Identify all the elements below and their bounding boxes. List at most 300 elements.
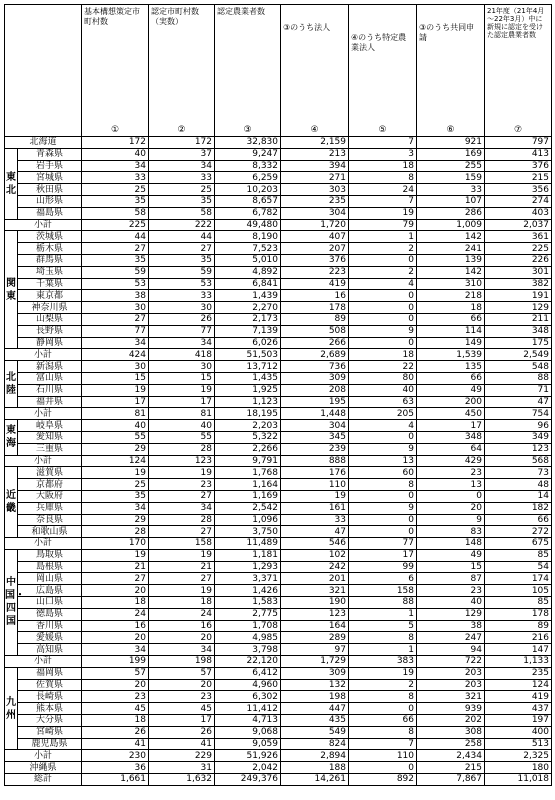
value-cell-col-4: 33 bbox=[281, 514, 349, 526]
value-cell-col-7: 413 bbox=[485, 148, 552, 160]
prefecture-name: 兵庫県 bbox=[18, 502, 82, 514]
value-cell-col-1: 19 bbox=[82, 384, 149, 396]
value-cell-col-4: 549 bbox=[281, 726, 349, 738]
table-row bbox=[5, 396, 552, 408]
value-cell-col-4: 208 bbox=[281, 384, 349, 396]
value-cell-col-7: 129 bbox=[485, 302, 552, 314]
value-cell-col-2: 222 bbox=[149, 219, 215, 231]
table-row bbox=[5, 608, 552, 620]
value-cell-col-3: 3,371 bbox=[215, 573, 281, 585]
value-cell-col-6: 202 bbox=[417, 715, 485, 727]
region-label: 北陸 bbox=[5, 361, 18, 408]
value-cell-col-1: 225 bbox=[82, 219, 149, 231]
prefecture-name: 香川県 bbox=[18, 620, 82, 632]
table-row bbox=[5, 337, 552, 349]
value-cell-col-4: 888 bbox=[281, 455, 349, 467]
value-cell-col-7: 48 bbox=[485, 479, 552, 491]
value-cell-col-7: 197 bbox=[485, 715, 552, 727]
value-cell-col-3: 1,583 bbox=[215, 597, 281, 609]
value-cell-col-6: 203 bbox=[417, 679, 485, 691]
prefecture-name: 岩手県 bbox=[18, 160, 82, 172]
value-cell-col-3: 6,259 bbox=[215, 172, 281, 184]
value-cell-col-6: 450 bbox=[417, 408, 485, 420]
value-cell-col-6: 107 bbox=[417, 195, 485, 207]
value-cell-col-7: 675 bbox=[485, 538, 552, 550]
value-cell-col-6: 921 bbox=[417, 137, 485, 149]
region-label: 近畿 bbox=[5, 467, 18, 538]
table-row bbox=[5, 620, 552, 632]
value-cell-col-2: 27 bbox=[149, 243, 215, 255]
value-cell-col-4: 345 bbox=[281, 431, 349, 443]
table-row bbox=[5, 573, 552, 585]
region-label: 九州 bbox=[5, 667, 18, 750]
value-cell-col-3: 1,293 bbox=[215, 561, 281, 573]
value-cell-col-6: 18 bbox=[417, 302, 485, 314]
value-cell-col-1: 35 bbox=[82, 254, 149, 266]
prefecture-name: 秋田県 bbox=[18, 184, 82, 196]
value-cell-col-2: 172 bbox=[149, 137, 215, 149]
subtotal-row bbox=[5, 349, 552, 361]
value-cell-col-4: 1,729 bbox=[281, 656, 349, 668]
value-cell-col-2: 34 bbox=[149, 160, 215, 172]
value-cell-col-1: 58 bbox=[82, 207, 149, 219]
value-cell-col-1: 34 bbox=[82, 337, 149, 349]
prefecture-name: 静岡県 bbox=[18, 337, 82, 349]
value-cell-col-3: 7,139 bbox=[215, 325, 281, 337]
header-col-3: 認定農業者数 ③ bbox=[215, 5, 281, 137]
table-row bbox=[5, 313, 552, 325]
value-cell-col-7: 215 bbox=[485, 172, 552, 184]
value-cell-col-1: 29 bbox=[82, 443, 149, 455]
value-cell-col-5: 63 bbox=[349, 396, 417, 408]
value-cell-col-7: 301 bbox=[485, 266, 552, 278]
value-cell-col-1: 38 bbox=[82, 290, 149, 302]
value-cell-col-1: 57 bbox=[82, 667, 149, 679]
prefecture-name: 宮城県 bbox=[18, 172, 82, 184]
table-row bbox=[5, 738, 552, 750]
value-cell-col-3: 1,768 bbox=[215, 467, 281, 479]
value-cell-col-3: 2,542 bbox=[215, 502, 281, 514]
table-row bbox=[5, 361, 552, 373]
value-cell-col-7: 403 bbox=[485, 207, 552, 219]
value-cell-col-5: 80 bbox=[349, 372, 417, 384]
value-cell-col-1: 53 bbox=[82, 278, 149, 290]
value-cell-col-4: 309 bbox=[281, 667, 349, 679]
value-cell-col-2: 418 bbox=[149, 349, 215, 361]
value-cell-col-3: 1,096 bbox=[215, 514, 281, 526]
subtotal-row bbox=[5, 538, 552, 550]
table-row bbox=[5, 561, 552, 573]
value-cell-col-6: 142 bbox=[417, 266, 485, 278]
value-cell-col-6: 15 bbox=[417, 561, 485, 573]
value-cell-col-5: 110 bbox=[349, 750, 417, 762]
value-cell-col-2: 35 bbox=[149, 254, 215, 266]
table-row bbox=[5, 762, 552, 774]
value-cell-col-1: 20 bbox=[82, 679, 149, 691]
prefecture-name: 山口県 bbox=[18, 597, 82, 609]
value-cell-col-7: 382 bbox=[485, 278, 552, 290]
value-cell-col-6: 38 bbox=[417, 620, 485, 632]
value-cell-col-2: 1,632 bbox=[149, 774, 215, 786]
value-cell-col-5: 0 bbox=[349, 514, 417, 526]
value-cell-col-2: 41 bbox=[149, 738, 215, 750]
value-cell-col-2: 34 bbox=[149, 337, 215, 349]
table-row bbox=[5, 254, 552, 266]
table-row bbox=[5, 715, 552, 727]
value-cell-col-7: 235 bbox=[485, 667, 552, 679]
value-cell-col-6: 139 bbox=[417, 254, 485, 266]
value-cell-col-7: 11,018 bbox=[485, 774, 552, 786]
value-cell-col-7: 14 bbox=[485, 490, 552, 502]
prefecture-name: 山形県 bbox=[18, 195, 82, 207]
value-cell-col-3: 4,985 bbox=[215, 632, 281, 644]
table-row bbox=[5, 667, 552, 679]
value-cell-col-2: 229 bbox=[149, 750, 215, 762]
subtotal-row bbox=[5, 750, 552, 762]
value-cell-col-1: 21 bbox=[82, 561, 149, 573]
table-row bbox=[5, 148, 552, 160]
table-row bbox=[5, 644, 552, 656]
value-cell-col-5: 0 bbox=[349, 526, 417, 538]
table-row bbox=[5, 431, 552, 443]
value-cell-col-7: 191 bbox=[485, 290, 552, 302]
table-row bbox=[5, 526, 552, 538]
value-cell-col-3: 5,010 bbox=[215, 254, 281, 266]
value-cell-col-7: 73 bbox=[485, 467, 552, 479]
value-cell-col-1: 34 bbox=[82, 644, 149, 656]
value-cell-col-4: 419 bbox=[281, 278, 349, 290]
value-cell-col-2: 19 bbox=[149, 549, 215, 561]
value-cell-col-1: 199 bbox=[82, 656, 149, 668]
value-cell-col-1: 124 bbox=[82, 455, 149, 467]
value-cell-col-1: 19 bbox=[82, 467, 149, 479]
value-cell-col-5: 8 bbox=[349, 632, 417, 644]
value-cell-col-5: 88 bbox=[349, 597, 417, 609]
value-cell-col-2: 25 bbox=[149, 184, 215, 196]
value-cell-col-7: 178 bbox=[485, 608, 552, 620]
value-cell-col-7: 2,325 bbox=[485, 750, 552, 762]
value-cell-col-1: 15 bbox=[82, 372, 149, 384]
value-cell-col-3: 2,173 bbox=[215, 313, 281, 325]
value-cell-col-2: 44 bbox=[149, 231, 215, 243]
value-cell-col-5: 5 bbox=[349, 620, 417, 632]
value-cell-col-5: 7 bbox=[349, 738, 417, 750]
value-cell-col-7: 2,549 bbox=[485, 349, 552, 361]
value-cell-col-3: 8,657 bbox=[215, 195, 281, 207]
value-cell-col-2: 21 bbox=[149, 561, 215, 573]
value-cell-col-4: 266 bbox=[281, 337, 349, 349]
value-cell-col-4: 188 bbox=[281, 762, 349, 774]
table-row bbox=[5, 585, 552, 597]
value-cell-col-5: 2 bbox=[349, 243, 417, 255]
value-cell-col-5: 0 bbox=[349, 302, 417, 314]
value-cell-col-6: 1,539 bbox=[417, 349, 485, 361]
value-cell-col-3: 9,247 bbox=[215, 148, 281, 160]
value-cell-col-6: 1,009 bbox=[417, 219, 485, 231]
value-cell-col-3: 1,426 bbox=[215, 585, 281, 597]
value-cell-col-5: 0 bbox=[349, 490, 417, 502]
value-cell-col-6: 200 bbox=[417, 396, 485, 408]
value-cell-col-4: 201 bbox=[281, 573, 349, 585]
value-cell-col-1: 20 bbox=[82, 585, 149, 597]
value-cell-col-2: 19 bbox=[149, 467, 215, 479]
value-cell-col-2: 19 bbox=[149, 384, 215, 396]
value-cell-col-6: 13 bbox=[417, 479, 485, 491]
value-cell-col-4: 242 bbox=[281, 561, 349, 573]
subtotal-row bbox=[5, 408, 552, 420]
value-cell-col-1: 27 bbox=[82, 313, 149, 325]
value-cell-col-5: 6 bbox=[349, 573, 417, 585]
value-cell-col-5: 8 bbox=[349, 172, 417, 184]
value-cell-col-1: 16 bbox=[82, 620, 149, 632]
value-cell-col-5: 7 bbox=[349, 195, 417, 207]
value-cell-col-1: 25 bbox=[82, 479, 149, 491]
value-cell-col-3: 1,169 bbox=[215, 490, 281, 502]
value-cell-col-4: 110 bbox=[281, 479, 349, 491]
value-cell-col-3: 51,503 bbox=[215, 349, 281, 361]
value-cell-col-2: 45 bbox=[149, 703, 215, 715]
value-cell-col-1: 34 bbox=[82, 502, 149, 514]
value-cell-col-3: 11,412 bbox=[215, 703, 281, 715]
table-row bbox=[5, 726, 552, 738]
prefecture-name: 福井県 bbox=[18, 396, 82, 408]
value-cell-col-5: 66 bbox=[349, 715, 417, 727]
value-cell-col-6: 218 bbox=[417, 290, 485, 302]
value-cell-col-3: 1,164 bbox=[215, 479, 281, 491]
value-cell-col-6: 241 bbox=[417, 243, 485, 255]
value-cell-col-3: 9,059 bbox=[215, 738, 281, 750]
value-cell-col-6: 40 bbox=[417, 597, 485, 609]
value-cell-col-1: 26 bbox=[82, 726, 149, 738]
value-cell-col-7: 71 bbox=[485, 384, 552, 396]
value-cell-col-4: 16 bbox=[281, 290, 349, 302]
value-cell-col-4: 309 bbox=[281, 372, 349, 384]
table-row bbox=[5, 479, 552, 491]
subtotal-label: 総計 bbox=[5, 774, 82, 786]
value-cell-col-2: 58 bbox=[149, 207, 215, 219]
value-cell-col-7: 174 bbox=[485, 573, 552, 585]
table-row bbox=[5, 490, 552, 502]
table-row bbox=[5, 137, 552, 149]
value-cell-col-5: 3 bbox=[349, 148, 417, 160]
value-cell-col-3: 6,302 bbox=[215, 691, 281, 703]
prefecture-name: 愛知県 bbox=[18, 431, 82, 443]
value-cell-col-3: 4,960 bbox=[215, 679, 281, 691]
value-cell-col-2: 27 bbox=[149, 573, 215, 585]
value-cell-col-4: 164 bbox=[281, 620, 349, 632]
prefecture-name: 岡山県 bbox=[18, 573, 82, 585]
certified-farmers-table bbox=[4, 4, 552, 786]
value-cell-col-7: 797 bbox=[485, 137, 552, 149]
subtotal-row bbox=[5, 219, 552, 231]
value-cell-col-2: 77 bbox=[149, 325, 215, 337]
value-cell-col-7: 272 bbox=[485, 526, 552, 538]
value-cell-col-4: 102 bbox=[281, 549, 349, 561]
value-cell-col-1: 40 bbox=[82, 420, 149, 432]
value-cell-col-2: 18 bbox=[149, 597, 215, 609]
value-cell-col-2: 17 bbox=[149, 396, 215, 408]
table-body bbox=[5, 137, 552, 786]
subtotal-label: 小計 bbox=[5, 750, 82, 762]
value-cell-col-5: 9 bbox=[349, 443, 417, 455]
value-cell-col-5: 18 bbox=[349, 349, 417, 361]
value-cell-col-1: 17 bbox=[82, 396, 149, 408]
value-cell-col-5: 18 bbox=[349, 160, 417, 172]
header-col-4: ③のうち法人 ④ bbox=[281, 5, 349, 137]
value-cell-col-3: 3,798 bbox=[215, 644, 281, 656]
value-cell-col-7: 376 bbox=[485, 160, 552, 172]
value-cell-col-6: 66 bbox=[417, 372, 485, 384]
value-cell-col-2: 26 bbox=[149, 726, 215, 738]
value-cell-col-7: 226 bbox=[485, 254, 552, 266]
table-row bbox=[5, 679, 552, 691]
value-cell-col-2: 59 bbox=[149, 266, 215, 278]
value-cell-col-4: 304 bbox=[281, 207, 349, 219]
prefecture-name: 埼玉県 bbox=[18, 266, 82, 278]
value-cell-col-7: 147 bbox=[485, 644, 552, 656]
header-col-7: 21年度（21年4月～22年3月）中に新規に認定を受けた認定農業者数 ⑦ bbox=[485, 5, 552, 137]
value-cell-col-7: 568 bbox=[485, 455, 552, 467]
value-cell-col-3: 1,708 bbox=[215, 620, 281, 632]
value-cell-col-2: 15 bbox=[149, 372, 215, 384]
prefecture-name: 茨城県 bbox=[18, 231, 82, 243]
value-cell-col-5: 19 bbox=[349, 667, 417, 679]
value-cell-col-1: 40 bbox=[82, 148, 149, 160]
region-label: 東海 bbox=[5, 420, 18, 455]
value-cell-col-5: 7 bbox=[349, 137, 417, 149]
value-cell-col-6: 23 bbox=[417, 467, 485, 479]
value-cell-col-1: 28 bbox=[82, 526, 149, 538]
value-cell-col-6: 87 bbox=[417, 573, 485, 585]
subtotal-label: 小計 bbox=[5, 408, 82, 420]
value-cell-col-6: 83 bbox=[417, 526, 485, 538]
value-cell-col-3: 1,439 bbox=[215, 290, 281, 302]
value-cell-col-6: 255 bbox=[417, 160, 485, 172]
value-cell-col-5: 22 bbox=[349, 361, 417, 373]
value-cell-col-2: 35 bbox=[149, 195, 215, 207]
table-row bbox=[5, 597, 552, 609]
value-cell-col-5: 9 bbox=[349, 325, 417, 337]
value-cell-col-7: 348 bbox=[485, 325, 552, 337]
value-cell-col-2: 81 bbox=[149, 408, 215, 420]
value-cell-col-4: 1,448 bbox=[281, 408, 349, 420]
prefecture-name: 福岡県 bbox=[18, 667, 82, 679]
prefecture-name: 青森県 bbox=[18, 148, 82, 160]
value-cell-col-4: 198 bbox=[281, 691, 349, 703]
value-cell-col-2: 30 bbox=[149, 302, 215, 314]
value-cell-col-4: 394 bbox=[281, 160, 349, 172]
value-cell-col-3: 2,270 bbox=[215, 302, 281, 314]
value-cell-col-4: 161 bbox=[281, 502, 349, 514]
value-cell-col-3: 249,376 bbox=[215, 774, 281, 786]
table-row bbox=[5, 443, 552, 455]
value-cell-col-1: 27 bbox=[82, 243, 149, 255]
value-cell-col-7: 2,037 bbox=[485, 219, 552, 231]
value-cell-col-3: 1,925 bbox=[215, 384, 281, 396]
value-cell-col-6: 310 bbox=[417, 278, 485, 290]
table-row bbox=[5, 290, 552, 302]
value-cell-col-6: 20 bbox=[417, 502, 485, 514]
prefecture-name: 徳島県 bbox=[18, 608, 82, 620]
value-cell-col-3: 2,203 bbox=[215, 420, 281, 432]
value-cell-col-7: 349 bbox=[485, 431, 552, 443]
value-cell-col-1: 81 bbox=[82, 408, 149, 420]
table-row bbox=[5, 502, 552, 514]
value-cell-col-3: 9,068 bbox=[215, 726, 281, 738]
table-row bbox=[5, 172, 552, 184]
value-cell-col-4: 176 bbox=[281, 467, 349, 479]
prefecture-name: 佐賀県 bbox=[18, 679, 82, 691]
prefecture-name: 愛媛県 bbox=[18, 632, 82, 644]
value-cell-col-7: 123 bbox=[485, 443, 552, 455]
value-cell-col-1: 27 bbox=[82, 573, 149, 585]
value-cell-col-5: 8 bbox=[349, 726, 417, 738]
subtotal-row bbox=[5, 656, 552, 668]
value-cell-col-7: 754 bbox=[485, 408, 552, 420]
region-label: 東北 bbox=[5, 148, 18, 219]
value-cell-col-6: 23 bbox=[417, 585, 485, 597]
value-cell-col-2: 158 bbox=[149, 538, 215, 550]
value-cell-col-5: 0 bbox=[349, 290, 417, 302]
value-cell-col-6: 247 bbox=[417, 632, 485, 644]
value-cell-col-6: 169 bbox=[417, 148, 485, 160]
subtotal-row bbox=[5, 774, 552, 786]
value-cell-col-7: 419 bbox=[485, 691, 552, 703]
value-cell-col-1: 25 bbox=[82, 184, 149, 196]
table-row bbox=[5, 420, 552, 432]
value-cell-col-3: 5,322 bbox=[215, 431, 281, 443]
value-cell-col-2: 34 bbox=[149, 502, 215, 514]
value-cell-col-1: 424 bbox=[82, 349, 149, 361]
value-cell-col-4: 89 bbox=[281, 313, 349, 325]
value-cell-col-7: 88 bbox=[485, 372, 552, 384]
value-cell-col-1: 24 bbox=[82, 608, 149, 620]
value-cell-col-3: 2,042 bbox=[215, 762, 281, 774]
value-cell-col-3: 1,123 bbox=[215, 396, 281, 408]
value-cell-col-6: 939 bbox=[417, 703, 485, 715]
value-cell-col-6: 114 bbox=[417, 325, 485, 337]
value-cell-col-4: 213 bbox=[281, 148, 349, 160]
value-cell-col-2: 57 bbox=[149, 667, 215, 679]
value-cell-col-5: 1 bbox=[349, 608, 417, 620]
value-cell-col-5: 13 bbox=[349, 455, 417, 467]
value-cell-col-6: 49 bbox=[417, 384, 485, 396]
table-row bbox=[5, 195, 552, 207]
statistics-table-container bbox=[4, 4, 552, 786]
value-cell-col-5: 8 bbox=[349, 691, 417, 703]
value-cell-col-5: 0 bbox=[349, 762, 417, 774]
value-cell-col-2: 55 bbox=[149, 431, 215, 443]
subtotal-label: 小計 bbox=[5, 349, 82, 361]
value-cell-col-5: 4 bbox=[349, 278, 417, 290]
value-cell-col-6: 2,434 bbox=[417, 750, 485, 762]
value-cell-col-5: 79 bbox=[349, 219, 417, 231]
value-cell-col-6: 258 bbox=[417, 738, 485, 750]
value-cell-col-7: 1,133 bbox=[485, 656, 552, 668]
value-cell-col-5: 9 bbox=[349, 502, 417, 514]
value-cell-col-4: 223 bbox=[281, 266, 349, 278]
table-row bbox=[5, 703, 552, 715]
value-cell-col-2: 31 bbox=[149, 762, 215, 774]
value-cell-col-2: 33 bbox=[149, 172, 215, 184]
value-cell-col-4: 2,894 bbox=[281, 750, 349, 762]
value-cell-col-3: 4,713 bbox=[215, 715, 281, 727]
value-cell-col-2: 37 bbox=[149, 148, 215, 160]
prefecture-name: 京都府 bbox=[18, 479, 82, 491]
prefecture-name: 東京都 bbox=[18, 290, 82, 302]
value-cell-col-7: 175 bbox=[485, 337, 552, 349]
value-cell-col-1: 230 bbox=[82, 750, 149, 762]
